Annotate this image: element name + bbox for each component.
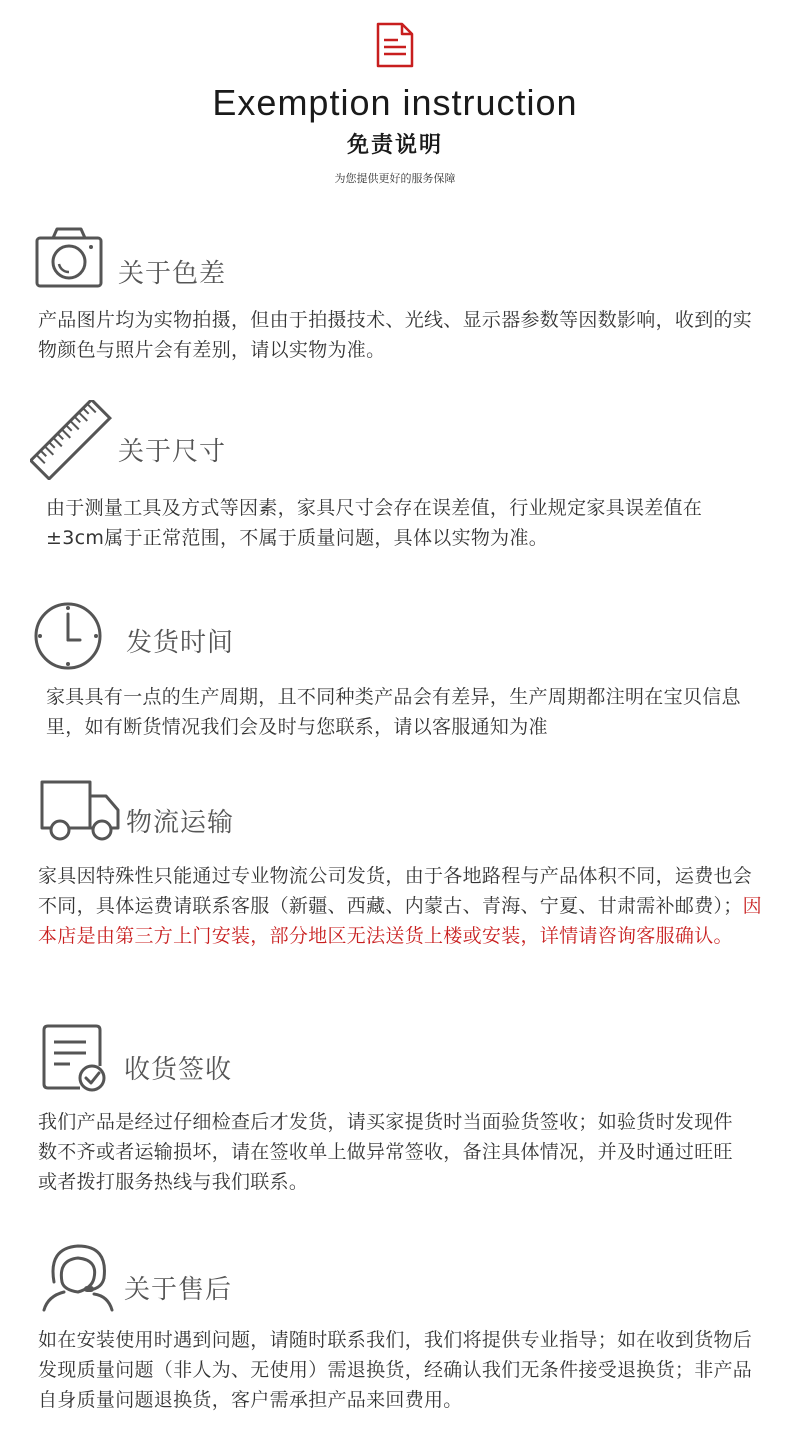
checklist-icon (40, 1022, 108, 1098)
page-subtitle: 为您提供更好的服务保障 (334, 172, 456, 185)
section-title-logistics: 物流运输 (126, 808, 235, 838)
section-body-aftersales: 如在安装使用时遇到问题，请随时联系我们，我们将提供专业指导；如在收到货物后发现质量问题（非人为、无使用）需退换货，经确认我们无条件接受退换货；非产品自身质量问题退换货，客户需承担产品来回费用。 (38, 1329, 753, 1411)
camera-icon (35, 226, 103, 292)
section-title-receipt: 收货签收 (124, 1055, 233, 1085)
logistics-body-highlight: 因本店是由第三方上门安装，部分地区无法送货上楼或安装，详情请咨询客服确认。 (38, 895, 762, 947)
section-body-color: 产品图片均为实物拍摄，但由于拍摄技术、光线、显示器参数等因数影响，收到的实物颜色与照片会有差别，请以实物为准。 (38, 309, 753, 361)
section-body-delivery: 家具具有一点的生产周期，且不同种类产品会有差异，生产周期都注明在宝贝信息里，如有断货情况我们会及时与您联系，请以客服通知为准 (46, 686, 741, 738)
page-title: Exemption instruction (212, 82, 578, 123)
section-body-logistics (38, 861, 762, 951)
truck-icon (38, 778, 122, 846)
section-title-size: 关于尺寸 (118, 437, 227, 467)
section-title-delivery: 发货时间 (126, 628, 235, 658)
section-title-aftersales: 关于售后 (124, 1275, 233, 1305)
customer-service-icon (40, 1238, 116, 1316)
section-body-size: 由于测量工具及方式等因素，家具尺寸会存在误差值，行业规定家具误差值在±3cm属于正常范围，不属于质量问题，具体以实物为准。 (46, 497, 703, 549)
ruler-icon (30, 400, 112, 484)
clock-icon (32, 600, 104, 676)
page-title-cn: 免责说明 (346, 132, 443, 158)
section-title-color: 关于色差 (118, 259, 227, 289)
document-icon (374, 22, 416, 72)
section-body-receipt: 我们产品是经过仔细检查后才发货，请买家提货时当面验货签收；如验货时发现件数不齐或者运输损坏，请在签收单上做异常签收，备注具体情况，并及时通过旺旺或者拨打服务热线与我们联系。 (38, 1111, 733, 1193)
logistics-body-text: 家具因特殊性只能通过专业物流公司发货，由于各地路程与产品体积不同，运费也会不同，具体运费请联系客服（新疆、西藏、内蒙古、青海、宁夏、甘肃需补邮费）； (38, 865, 753, 917)
